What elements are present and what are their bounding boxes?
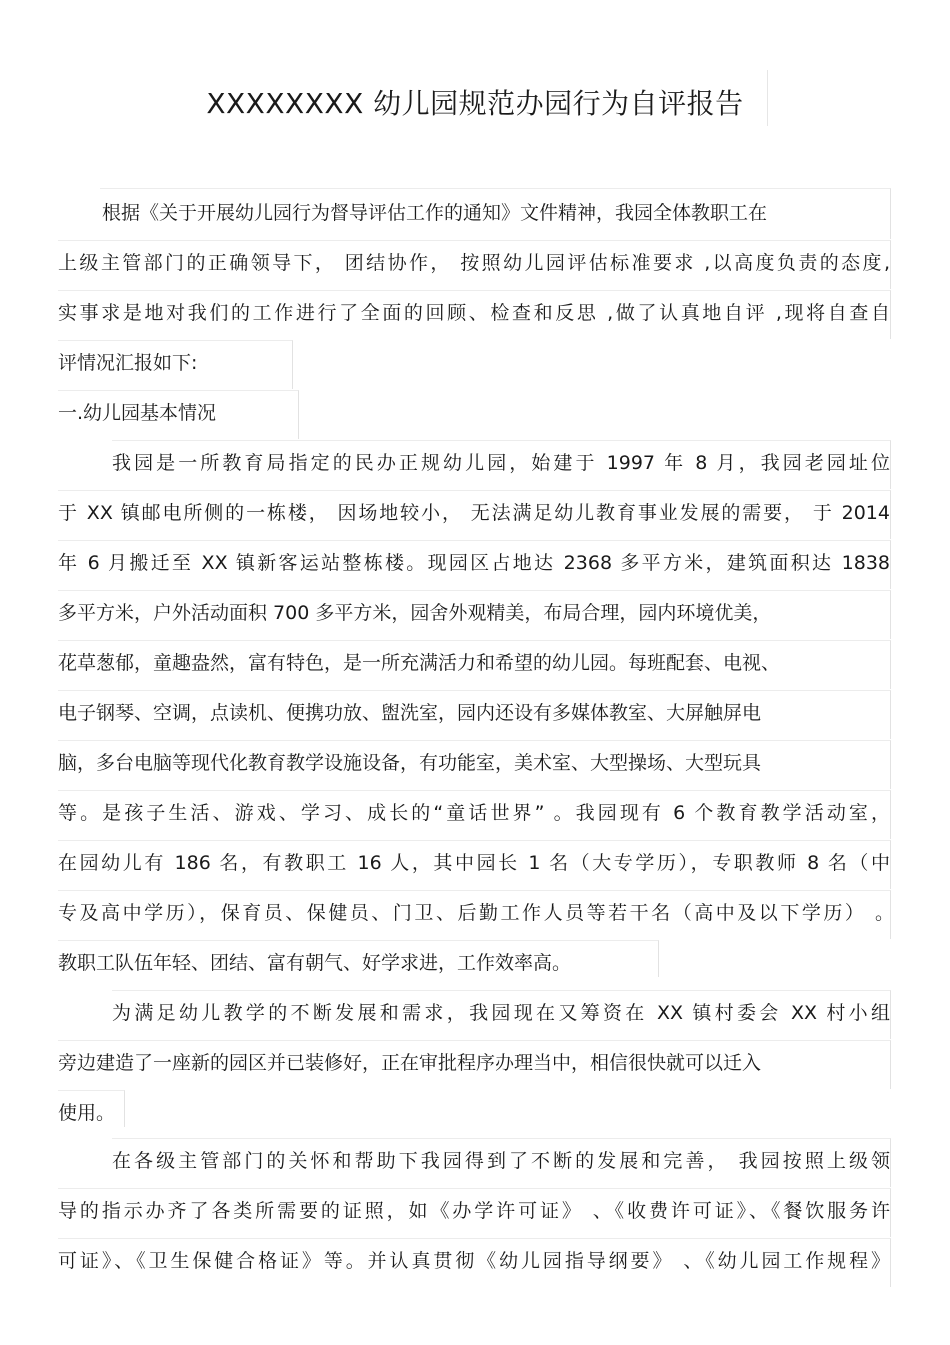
body-line: 专及高中学历），保育员、保健员、门卫、后勤工作人员等若干名（高中及以下学历） 。 xyxy=(58,902,894,924)
body-line: 导的指示办齐了各类所需要的证照，如《办学许可证》 、《收费许可证》、《餐饮服务许 xyxy=(58,1200,890,1222)
body-line: 于 XX 镇邮电所侧的一栋楼， 因场地较小， 无法满足幼儿教育事业发展的需要， 于 2014 xyxy=(58,502,890,524)
body-line: 我园是一所教育局指定的民办正规幼儿园，始建于 1997 年 8 月，我园老园址位 xyxy=(112,452,890,474)
body-line: 在园幼儿有 186 名，有教职工 16 人，其中园长 1 名（大专学历），专职教师 8 名（中 xyxy=(58,852,890,874)
body-line: 旁边建造了一座新的园区并已装修好，正在审批程序办理当中，相信很快就可以迁入 xyxy=(58,1052,762,1074)
document-title: XXXXXXXX 幼儿园规范办园行为自评报告 xyxy=(206,87,744,120)
body-line: 根据《关于开展幼儿园行为督导评估工作的通知》文件精神，我园全体教职工在 xyxy=(102,202,768,224)
body-line: 为满足幼儿教学的不断发展和需求，我园现在又筹资在 XX 镇村委会 XX 村小组 xyxy=(112,1002,890,1024)
body-line: 等。是孩子生活、游戏、学习、成长的“童话世界” 。我园现有 6 个教育教学活动室， xyxy=(58,802,890,824)
body-line: 教职工队伍年轻、团结、富有朝气、好学求进，工作效率高。 xyxy=(58,952,572,974)
body-line: 评情况汇报如下: xyxy=(58,352,198,374)
section-heading: 一.幼儿园基本情况 xyxy=(58,402,217,424)
body-line: 实事求是地对我们的工作进行了全面的回顾、检查和反思 ,做了认真地自评 ,现将自查自 xyxy=(58,302,890,324)
body-line: 可证》、《卫生保健合格证》等。并认真贯彻《幼儿园指导纲要》 、《幼儿园工作规程》 xyxy=(58,1250,890,1272)
body-line: 年 6 月搬迁至 XX 镇新客运站整栋楼。现园区占地达 2368 多平方米，建筑面积达 1838 xyxy=(58,552,890,574)
body-line: 花草葱郁，童趣盎然，富有特色，是一所充满活力和希望的幼儿园。每班配套、电视、 xyxy=(58,652,781,674)
body-line: 电子钢琴、空调，点读机、便携功放、盥洗室，园内还设有多媒体教室、大屏触屏电 xyxy=(58,702,762,724)
body-line: 上级主管部门的正确领导下， 团结协作， 按照幼儿园评估标准要求 ,以高度负责的态度, xyxy=(58,252,890,274)
body-line: 多平方米，户外活动面积 700 多平方米，园舍外观精美，布局合理，园内环境优美， xyxy=(58,602,772,624)
title-divider xyxy=(767,70,768,126)
body-line: 使用。 xyxy=(58,1102,116,1124)
body-line: 脑，多台电脑等现代化教育教学设施设备，有功能室，美术室、大型操场、大型玩具 xyxy=(58,752,762,774)
body-line: 在各级主管部门的关怀和帮助下我园得到了不断的发展和完善， 我园按照上级领 xyxy=(112,1150,890,1172)
